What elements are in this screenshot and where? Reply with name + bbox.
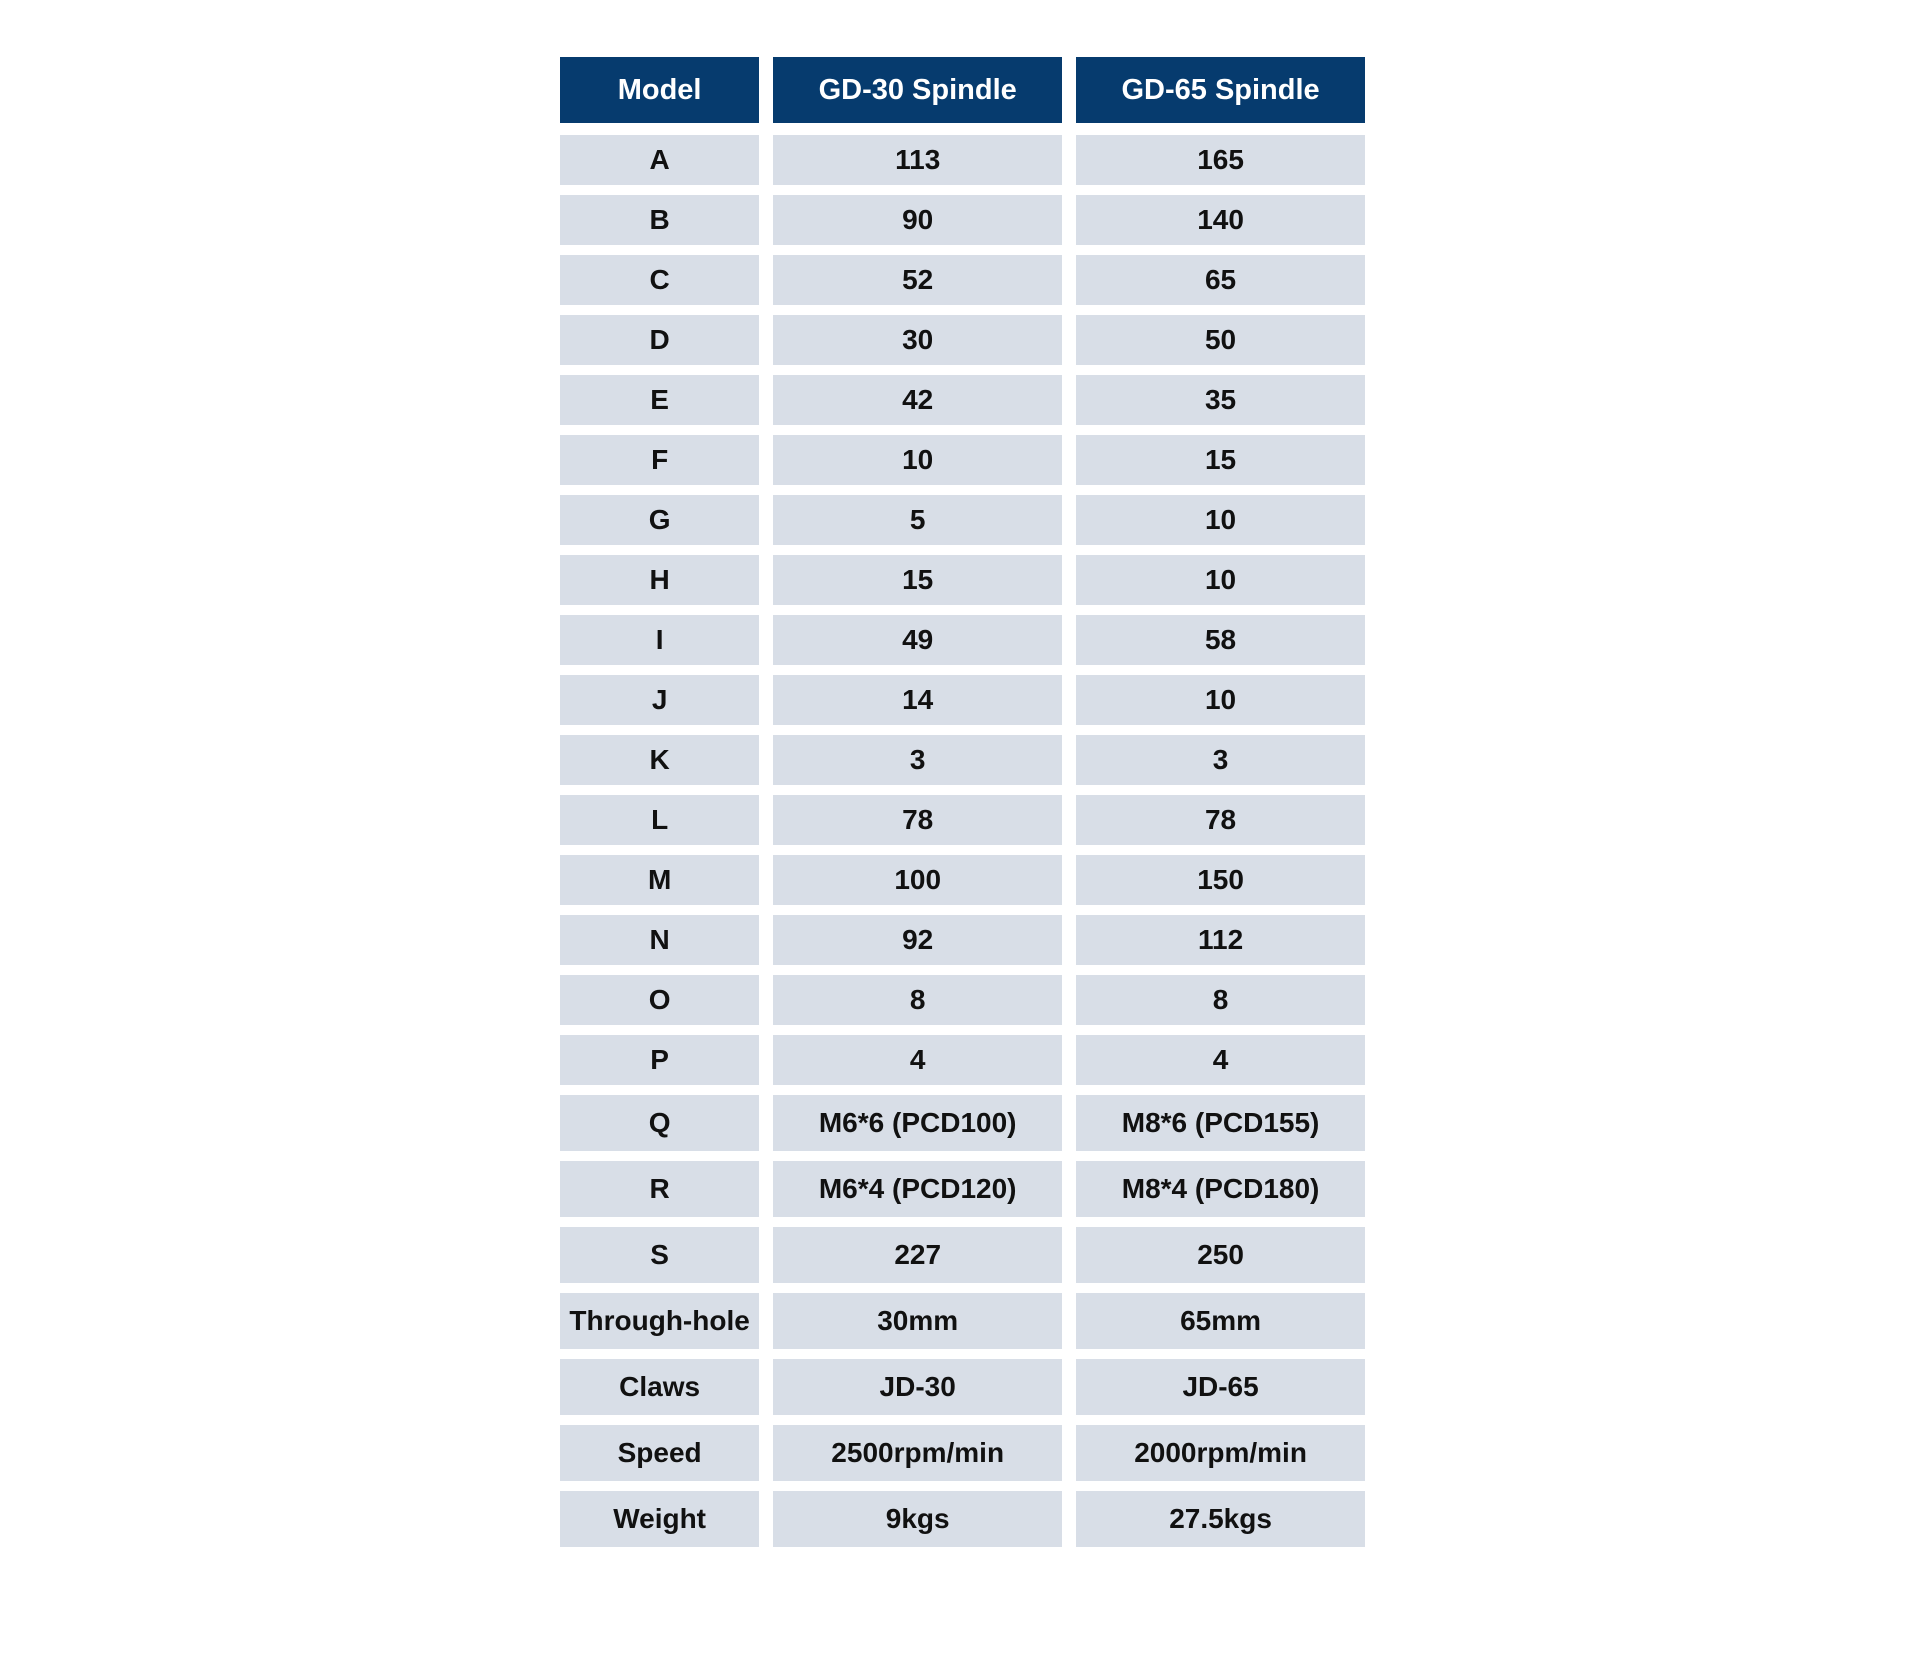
gd30-value-cell: JD-30 [773,1359,1062,1415]
gd30-value-cell: 9kgs [773,1491,1062,1547]
gd30-value-cell: 42 [773,375,1062,425]
gd30-value-cell: 227 [773,1227,1062,1283]
row-label-cell: H [560,555,759,605]
row-label-cell: R [560,1161,759,1217]
table-row [560,855,1365,905]
table-body [560,135,1365,1557]
gd30-value-cell: 14 [773,675,1062,725]
gd30-value-cell: 15 [773,555,1062,605]
row-label-cell: Claws [560,1359,759,1415]
table-row [560,1227,1365,1283]
header-gd30-spindle: GD-30 Spindle [773,57,1062,123]
gd30-value-cell: M6*4 (PCD120) [773,1161,1062,1217]
table-header-row [560,57,1365,123]
row-label-cell: S [560,1227,759,1283]
table-row [560,1095,1365,1151]
row-label-cell: N [560,915,759,965]
table-row [560,1035,1365,1085]
row-label-cell: J [560,675,759,725]
table-row [560,615,1365,665]
row-label-cell: M [560,855,759,905]
table-row [560,1425,1365,1481]
gd30-value-cell: 100 [773,855,1062,905]
row-label-cell: F [560,435,759,485]
table-row [560,795,1365,845]
gd30-value-cell: 30 [773,315,1062,365]
row-label-cell: Through-hole [560,1293,759,1349]
row-label-cell: B [560,195,759,245]
gd65-value-cell: 50 [1076,315,1365,365]
gd65-value-cell: 10 [1076,555,1365,605]
gd65-value-cell: 35 [1076,375,1365,425]
gd30-value-cell: 92 [773,915,1062,965]
gd30-value-cell: 113 [773,135,1062,185]
table-row [560,915,1365,965]
gd65-value-cell: 150 [1076,855,1365,905]
table-row [560,495,1365,545]
table-row [560,435,1365,485]
table-row [560,735,1365,785]
gd30-value-cell: 2500rpm/min [773,1425,1062,1481]
table-row [560,1359,1365,1415]
table-row [560,1161,1365,1217]
gd65-value-cell: 15 [1076,435,1365,485]
row-label-cell: Q [560,1095,759,1151]
table-row [560,135,1365,185]
gd65-value-cell: 4 [1076,1035,1365,1085]
gd65-value-cell: 3 [1076,735,1365,785]
row-label-cell: Speed [560,1425,759,1481]
gd30-value-cell: 49 [773,615,1062,665]
table-row [560,1293,1365,1349]
row-label-cell: D [560,315,759,365]
gd30-value-cell: 5 [773,495,1062,545]
gd65-value-cell: 10 [1076,495,1365,545]
row-label-cell: O [560,975,759,1025]
gd30-value-cell: 4 [773,1035,1062,1085]
row-label-cell: I [560,615,759,665]
gd65-value-cell: 78 [1076,795,1365,845]
gd65-value-cell: M8*4 (PCD180) [1076,1161,1365,1217]
gd30-value-cell: 78 [773,795,1062,845]
header-model: Model [560,57,759,123]
gd65-value-cell: 8 [1076,975,1365,1025]
gd65-value-cell: JD-65 [1076,1359,1365,1415]
gd65-value-cell: 58 [1076,615,1365,665]
row-label-cell: A [560,135,759,185]
table-row [560,315,1365,365]
table-row [560,195,1365,245]
table-row [560,975,1365,1025]
gd65-value-cell: 10 [1076,675,1365,725]
gd30-value-cell: M6*6 (PCD100) [773,1095,1062,1151]
table-row [560,675,1365,725]
gd30-value-cell: 90 [773,195,1062,245]
table-row [560,1491,1365,1547]
row-label-cell: C [560,255,759,305]
row-label-cell: P [560,1035,759,1085]
row-label-cell: L [560,795,759,845]
gd30-value-cell: 10 [773,435,1062,485]
gd30-value-cell: 52 [773,255,1062,305]
gd30-value-cell: 8 [773,975,1062,1025]
row-label-cell: Weight [560,1491,759,1547]
gd65-value-cell: 112 [1076,915,1365,965]
table-row [560,555,1365,605]
spindle-spec-table [560,57,1365,1557]
table-row [560,255,1365,305]
table-row [560,375,1365,425]
row-label-cell: K [560,735,759,785]
row-label-cell: G [560,495,759,545]
gd30-value-cell: 3 [773,735,1062,785]
gd65-value-cell: M8*6 (PCD155) [1076,1095,1365,1151]
header-gd65-spindle: GD-65 Spindle [1076,57,1365,123]
gd65-value-cell: 250 [1076,1227,1365,1283]
gd30-value-cell: 30mm [773,1293,1062,1349]
gd65-value-cell: 140 [1076,195,1365,245]
gd65-value-cell: 165 [1076,135,1365,185]
gd65-value-cell: 65 [1076,255,1365,305]
gd65-value-cell: 65mm [1076,1293,1365,1349]
gd65-value-cell: 2000rpm/min [1076,1425,1365,1481]
gd65-value-cell: 27.5kgs [1076,1491,1365,1547]
row-label-cell: E [560,375,759,425]
